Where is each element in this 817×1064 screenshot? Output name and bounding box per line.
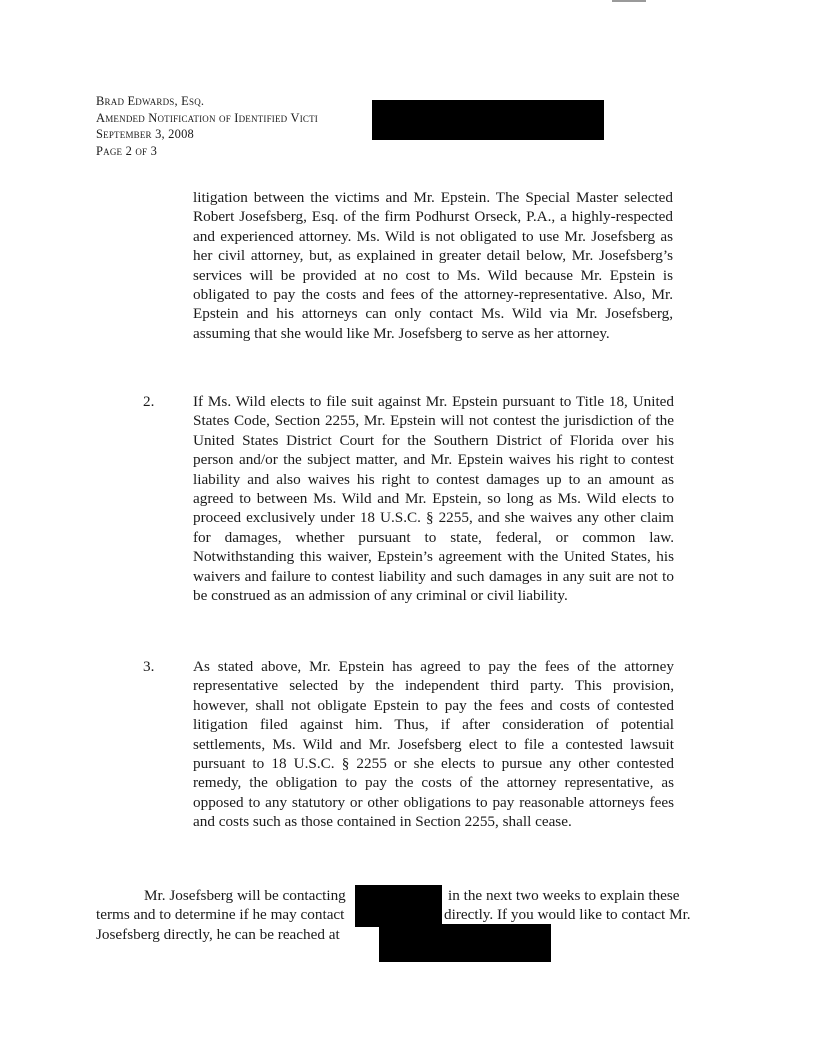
header-page-number: Page 2 of 3	[96, 143, 158, 158]
header-recipient: Brad Edwards, Esq.	[96, 94, 205, 108]
closing-text: in the next two weeks to explain these	[448, 887, 680, 904]
scan-artifact	[612, 0, 646, 2]
closing-text: Josefsberg directly, he can be reached at	[96, 925, 340, 943]
header-date: September 3, 2008	[96, 127, 194, 141]
header-subject: Amended Notification of Identified Victi	[96, 110, 318, 125]
closing-text: Mr. Josefsberg will be contacting	[144, 887, 346, 904]
list-item-2	[143, 392, 674, 642]
closing-text: terms and to determine if he may contact	[96, 906, 345, 924]
list-item-text: If Ms. Wild elects to file suit against Mr. Epstein pursuant to Title 18, United States Code, Section 2255, Mr. Epstein will not contest the jurisdiction of the United States District Court for the Southern District of Florida over his person and/or the subject matter, and Mr. Epstein waives his right to contest liability and also waives his right to contest damages up to an amount as agreed to between Ms. Wild and Mr. Epstein, so long as Ms. Wild elects to proceed exclusively under 18 U.S.C. § 2255, and she waives any other claim for damages, whether pursuant to state, federal, or common law. Notwithstanding this waiver, Epstein’s agreement with the United States, his waivers and failure to contest liability and such damages in any suit are not to be construed as an admission of any criminal or civil liability.	[193, 393, 674, 605]
continuation-paragraph: litigation between the victims and Mr. Epstein. The Special Master selected Robert Josefsberg, Esq. of the firm Podhurst Orseck, P.A., a highly-respected and experienced attorney. Ms. Wild is not obligated to use Mr. Josefsberg as her civil attorney, but, as explained in greater detail below, Mr. Josefsberg’s services will be provided at no cost to Ms. Wild because Mr. Epstein is obligated to pay the costs and fees of the attorney-representative. Also, Mr. Epstein and his attorneys can only contact Ms. Wild via Mr. Josefsberg, assuming that she would like Mr. Josefsberg to serve as her attorney.	[193, 189, 673, 342]
letter-header	[96, 93, 318, 159]
redaction-closing-1	[355, 885, 442, 927]
closing-text: directly. If you would like to contact Mr.	[444, 906, 691, 924]
redaction-header	[372, 100, 604, 140]
list-item-number: 2.	[143, 393, 155, 410]
list-item-number: 3.	[143, 658, 155, 675]
list-item-3	[143, 657, 674, 867]
redaction-closing-2	[379, 924, 551, 962]
list-item-text: As stated above, Mr. Epstein has agreed to pay the fees of the attorney representative selected by the independent third party. This provision, however, shall not obligate Epstein to pay the fees and costs of contested litigation filed against him. Thus, if after consideration of potential settlements, Ms. Wild and Mr. Josefsberg elect to file a contested lawsuit pursuant to 18 U.S.C. § 2255 or she elects to pursue any other contested remedy, the obligation to pay the costs of the attorney representative, as opposed to any statutory or other obligations to pay reasonable attorneys fees and costs such as those contained in Section 2255, shall cease.	[193, 658, 674, 831]
